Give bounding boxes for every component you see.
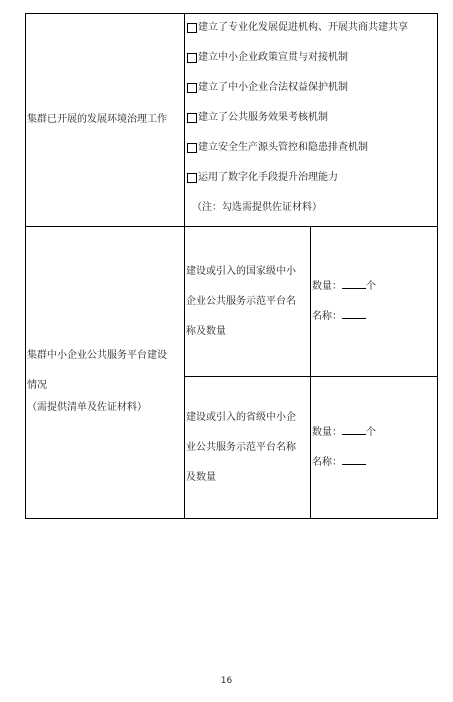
national-count-field[interactable]: [342, 279, 366, 289]
checkbox[interactable]: [187, 23, 197, 33]
national-platform-input-cell: [311, 227, 438, 377]
provincial-platform-input-cell: [311, 377, 438, 519]
national-name-line: 名称：: [312, 302, 437, 332]
check-item[interactable]: 建立中小企业政策宣贯与对接机制: [186, 52, 437, 82]
national-platform-row: [26, 227, 438, 377]
application-form-table: [25, 13, 438, 519]
platform-section-label: 集群中小企业公共服务平台建设: [27, 349, 167, 361]
provincial-name-field[interactable]: [342, 455, 366, 465]
check-item[interactable]: 建立了专业化发展促进机构、开展共商共建共享: [186, 22, 437, 52]
checkbox[interactable]: [187, 143, 197, 153]
page-number: 16: [220, 676, 233, 686]
provincial-platform-label-cell: 建设或引入的省级中小企 业公共服务示范平台名称 及数量: [185, 377, 311, 519]
governance-label: 集群已开展的发展环境治理工作: [27, 113, 167, 125]
checkbox[interactable]: [187, 83, 197, 93]
checkbox[interactable]: [187, 53, 197, 63]
checkbox[interactable]: [187, 173, 197, 183]
provincial-count-field[interactable]: [342, 425, 366, 435]
national-name-field[interactable]: [342, 309, 366, 319]
check-item[interactable]: 建立了公共服务效果考核机制: [186, 112, 437, 142]
national-count-line: 数量： 个: [312, 280, 376, 292]
platform-section-label-cont: 情况: [27, 379, 47, 391]
check-item[interactable]: 建立了中小企业合法权益保护机制: [186, 82, 437, 112]
provincial-name-line: 名称：: [312, 448, 437, 478]
governance-checklist: [185, 14, 438, 227]
platform-section-note: （需提供清单及佐证材料）: [27, 401, 147, 413]
governance-label-cell: [26, 14, 185, 227]
national-platform-label-cell: 建设或引入的国家级中小 企业公共服务示范平台名 称及数量: [185, 227, 311, 377]
checkbox[interactable]: [187, 113, 197, 123]
governance-row: [26, 14, 438, 227]
platform-section-label-cell: [26, 227, 185, 519]
check-item[interactable]: 运用了数字化手段提升治理能力: [186, 172, 437, 202]
check-item[interactable]: 建立安全生产源头管控和隐患排查机制: [186, 142, 437, 172]
checklist-note: （注：勾选需提供佐证材料）: [192, 202, 322, 213]
provincial-count-line: 数量： 个: [312, 426, 376, 438]
